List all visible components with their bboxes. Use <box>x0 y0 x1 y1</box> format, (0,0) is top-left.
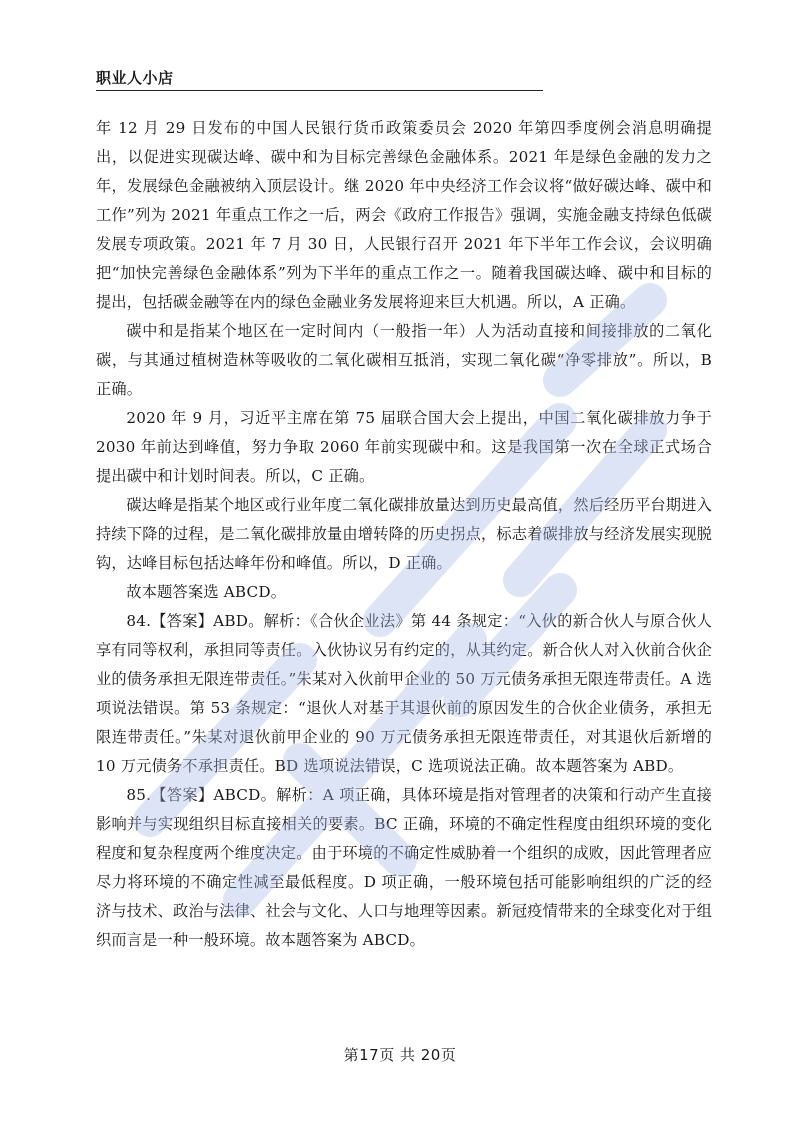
paragraph-carbon-peak: 碳达峰是指某个地区或行业年度二氧化碳排放量达到历史最高值，然后经历平台期进入持续下降的过程，是二氧化碳排放量由增转降的历史拐点，标志着碳排放与经济发展实现脱钩，达峰目标包括达峰年份和峰值。所以，D 正确。 <box>96 496 712 572</box>
page-number: 第17页 共 20页 <box>343 1046 457 1064</box>
paragraph-un-assembly: 2020 年 9 月，习近平主席在第 75 届联合国大会上提出，中国二氧化碳排放力争于 2030 年前达到峰值，努力争取 2060 年前实现碳中和。这是我国第一次在全球正式场合提出碳中和计划时间表。所以，C 正确。 <box>96 409 712 485</box>
paragraph-question-85: 85.【答案】ABCD。解析：A 项正确，具体环境是指对管理者的决策和行动产生直接影响并与实现组织目标直接相关的要素。BC 正确，环境的不确定性程度由组织环境的变化程度和复杂程度两个维度决定。由于环境的不确定性威胁着一个组织的成败，因此管理者应尽力将环境的不确定性减至最低程度。D 项正确，一般环境包括可能影响组织的广泛的经济与技术、政治与法律、社会与文化、人口与地理等因素。新冠疫情带来的全球变化对于组织而言是一种一般环境。故本题答案为 ABCD。 <box>96 786 712 949</box>
header-title: 职业人小店 <box>96 69 174 87</box>
page-header <box>96 70 543 91</box>
paragraph-carbon-neutrality: 碳中和是指某个地区在一定时间内（一般指一年）人为活动直接和间接排放的二氧化碳，与其通过植树造林等吸收的二氧化碳相互抵消，实现二氧化碳“净零排放”。所以，B 正确。 <box>96 322 712 398</box>
paragraph-continuation: 年 12 月 29 日发布的中国人民银行货币政策委员会 2020 年第四季度例会消息明确提出，以促进实现碳达峰、碳中和为目标完善绿色金融体系。2021 年是绿色金融的发力之年，发展绿色金融被纳入顶层设计。继 2020 年中央经济工作会议将“做好碳达峰、碳中和工作”列为 2021 年重点工作之一后，两会《政府工作报告》强调，实施金融支持绿色低碳发展专项政策。2021 年 7 月 30 日，人民银行召开 2021 年下半年工作会议，会议明确把“加快完善绿色金融体系”列为下半年的重点工作之一。随着我国碳达峰、碳中和目标的提出，包括碳金融等在内的绿色金融业务发展将迎来巨大机遇。所以，A 正确。 <box>96 119 712 311</box>
document-body <box>96 114 712 955</box>
paragraph-question-84: 84.【答案】ABD。解析：《合伙企业法》第 44 条规定：“入伙的新合伙人与原合伙人享有同等权利，承担同等责任。入伙协议另有约定的，从其约定。新合伙人对入伙前合伙企业的债务承担无限连带责任。”朱某对入伙前甲企业的 50 万元债务承担无限连带责任。A 选项说法错误。第 53 条规定：“退伙人对基于其退伙前的原因发生的合伙企业债务，承担无限连带责任。”朱某对退伙前甲企业的 90 万元债务承担无限连带责任，对其退伙后新增的 10 万元债务不承担责任。BD 选项说法错误，C 选项说法正确。故本题答案为 ABD。 <box>96 612 712 775</box>
page-footer <box>0 1044 800 1065</box>
paragraph-answer-83: 故本题答案选 ABCD。 <box>126 583 287 601</box>
